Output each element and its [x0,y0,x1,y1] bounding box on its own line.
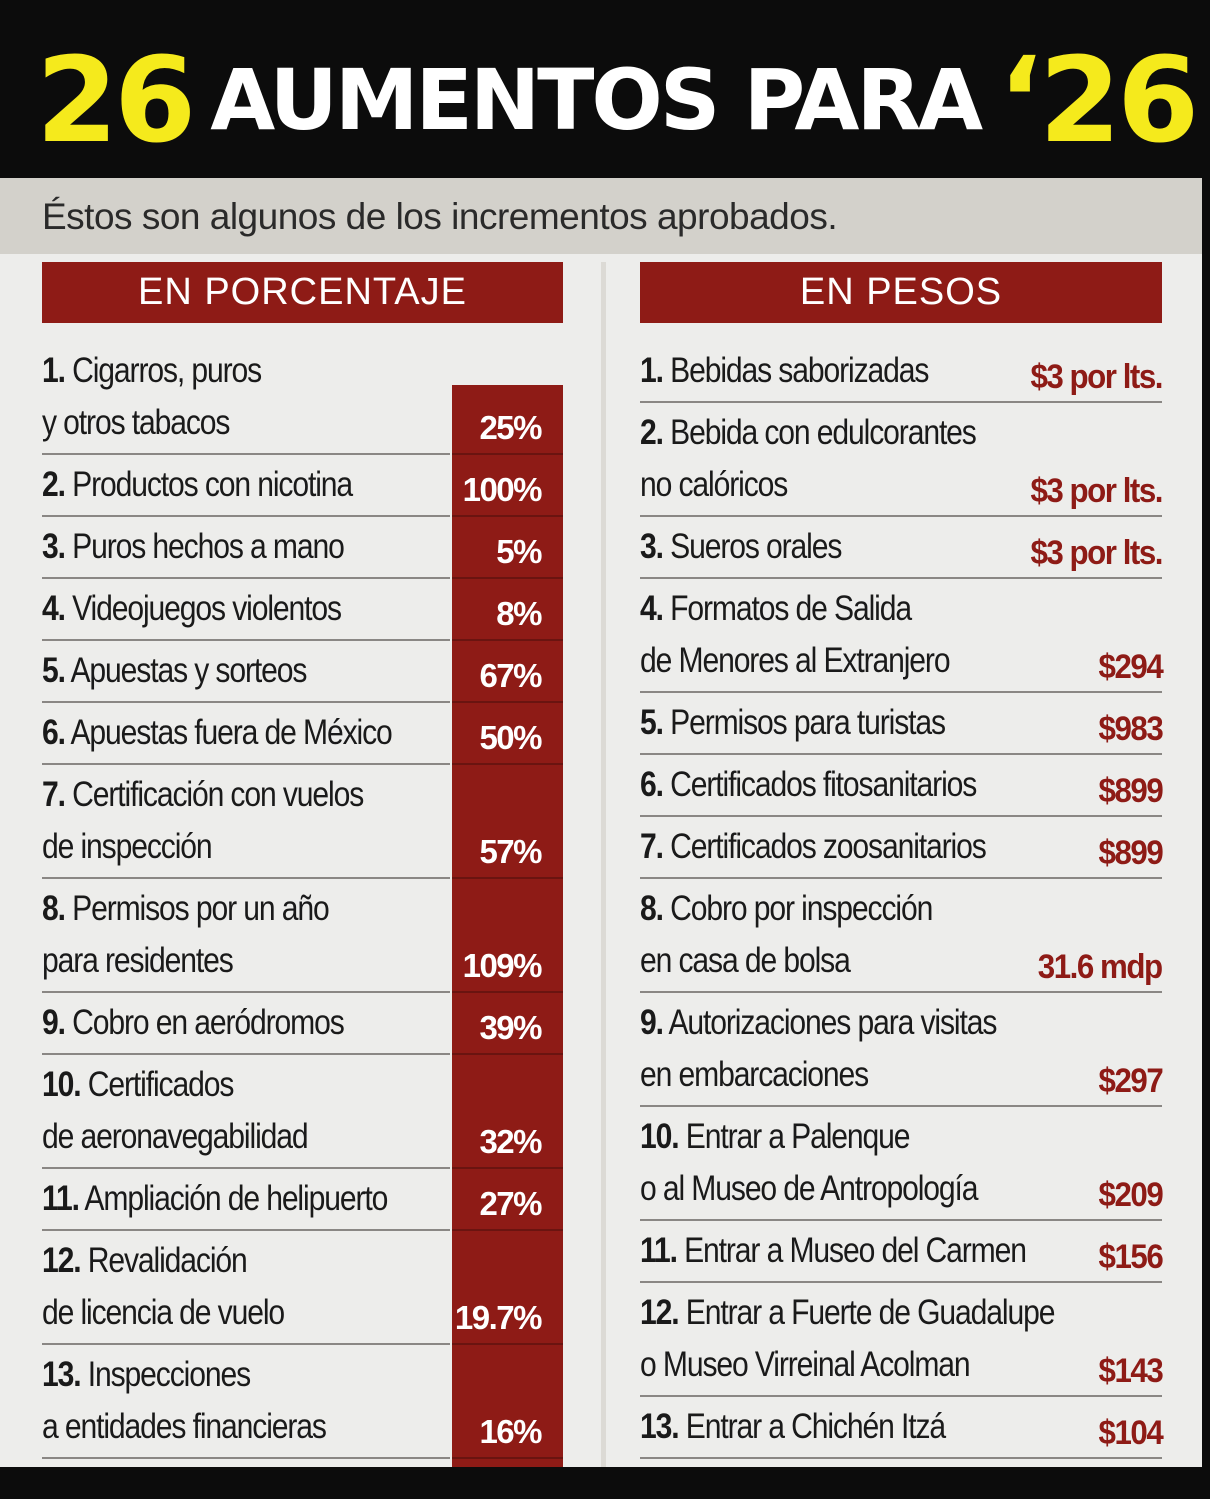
item-text-line1: Sueros orales [662,527,842,566]
item-label [42,645,306,697]
pesos-row [640,341,1162,403]
item-label [640,521,841,573]
percentage-cell [452,641,563,703]
pesos-row [640,1397,1162,1459]
item-text-line1: Certificación con vuelos [64,775,364,814]
percentage-value: 57% [479,833,541,870]
item-text-line1: Cobro en aeródromos [64,1003,344,1042]
item-label [42,345,261,449]
item-label [640,883,932,987]
pesos-row [640,1283,1162,1397]
title-text: AUMENTOS PARA [210,51,981,149]
item-text-line1: Certificados fitosanitarios [662,765,977,804]
percentage-row [42,455,450,517]
item-text-line1: Permisos para turistas [662,703,945,742]
item-label [42,997,344,1049]
percentage-cell [452,1055,563,1169]
item-number: 6. [42,713,65,752]
percentage-value: 5% [496,533,541,570]
percentage-row [42,765,450,879]
item-label [640,1401,945,1453]
item-text-line1: Cigarros, puros [64,351,262,390]
percentage-cell [452,455,563,517]
price-value: $297 [1098,1062,1162,1100]
pesos-row [640,993,1162,1107]
item-text-line1: Entrar a Palenque [678,1117,910,1156]
price-value: $294 [1098,648,1162,686]
item-number: 3. [640,527,663,566]
percentage-value: 27% [479,1185,541,1222]
item-label [42,883,329,987]
percentage-cell [452,765,563,879]
item-number: 8. [640,889,663,928]
percentage-value: 19.7% [454,1299,541,1336]
item-number: 10. [42,1065,81,1104]
percentage-row [42,1231,450,1345]
percentage-cell [452,1345,563,1459]
item-text-line1: Apuestas y sorteos [64,651,307,690]
price-value: $156 [1098,1238,1162,1276]
item-number: 9. [640,1003,663,1042]
percentage-value: 39% [479,1009,541,1046]
pesos-row [640,517,1162,579]
item-number: 13. [640,1407,679,1446]
title-number-left: 26 [36,31,193,169]
item-text-line2: en casa de bolsa [640,941,850,980]
item-text-line1: Inspecciones [80,1355,251,1394]
percentage-value: 109% [462,947,541,984]
right-column-header: EN PESOS [640,262,1162,323]
percentage-cell [452,879,563,993]
item-number: 4. [42,589,65,628]
subtitle-band [0,178,1202,254]
item-number: 5. [640,703,663,742]
item-number: 5. [42,651,65,690]
item-text-line2: de inspección [42,827,212,866]
item-text-line2: y otros tabacos [42,403,230,442]
item-label [42,521,344,573]
item-label [42,583,341,635]
pesos-row [640,403,1162,517]
item-text-line2: o al Museo de Antropología [640,1169,978,1208]
percentage-row [42,1055,450,1169]
pesos-row [640,579,1162,693]
item-text-line2: para residentes [42,941,233,980]
item-text-line1: Permisos por un año [64,889,329,928]
item-text-line2: de licencia de vuelo [42,1293,285,1332]
percentage-cell [452,1169,563,1231]
title-number-right: ‘26 [998,31,1196,169]
item-text-line2: de aeronavegabilidad [42,1117,308,1156]
item-text-line1: Autorizaciones para visitas [662,1003,997,1042]
item-text-line1: Certificados [80,1065,234,1104]
price-value: $3 por lts. [1030,472,1162,510]
item-text-line1: Certificados zoosanitarios [662,827,986,866]
item-label [42,707,392,759]
item-label [42,1349,326,1453]
item-label [640,407,976,511]
item-number: 11. [42,1179,79,1218]
bottom-border [0,1467,1210,1499]
item-number: 12. [42,1241,81,1280]
item-text-line1: Bebida con edulcorantes [662,413,976,452]
pesos-row [640,693,1162,755]
item-text-line1: Revalidación [80,1241,247,1280]
percentage-row [42,703,450,765]
item-text-line1: Entrar a Chichén Itzá [678,1407,946,1446]
item-number: 13. [42,1355,81,1394]
item-number: 10. [640,1117,679,1156]
percentage-row [42,579,450,641]
price-value: $209 [1098,1176,1162,1214]
percentage-cell [452,385,563,455]
item-text-line1: Videojuegos violentos [64,589,341,628]
item-text-line1: Ampliación de helipuerto [78,1179,388,1218]
percentage-row [42,1345,450,1459]
item-label [42,1173,387,1225]
item-number: 7. [42,775,65,814]
item-number: 4. [640,589,663,628]
item-text-line2: o Museo Virreinal Acolman [640,1345,970,1384]
percentage-row [42,341,450,455]
item-text-line1: Apuestas fuera de México [64,713,392,752]
item-label [640,1287,1054,1391]
pesos-row [640,879,1162,993]
pesos-row [640,817,1162,879]
subtitle: Éstos son algunos de los incrementos aprobados. [42,196,838,237]
percentage-value: 25% [479,409,541,446]
item-label [42,1059,308,1163]
item-number: 9. [42,1003,65,1042]
percentage-row [42,641,450,703]
pesos-row [640,1221,1162,1283]
pesos-row [640,755,1162,817]
item-text-line1: Bebidas saborizadas [662,351,929,390]
column-divider [601,262,606,1467]
item-text-line1: Entrar a Fuerte de Guadalupe [678,1293,1055,1332]
item-label [640,821,986,873]
item-label [640,1225,1026,1277]
item-label [640,697,945,749]
item-text-line1: Cobro por inspección [662,889,933,928]
percentage-cell [452,1231,563,1345]
item-label [640,583,949,687]
item-text-line1: Entrar a Museo del Carmen [676,1231,1026,1270]
percentage-value: 67% [479,657,541,694]
item-number: 8. [42,889,65,928]
item-label [640,1111,977,1215]
item-label [640,759,976,811]
item-label [42,769,363,873]
page-title [36,31,1196,169]
percentage-value: 100% [462,471,541,508]
item-number: 7. [640,827,663,866]
item-number: 11. [640,1231,677,1270]
item-number: 6. [640,765,663,804]
price-value: $143 [1098,1352,1162,1390]
item-text-line2: de Menores al Extranjero [640,641,950,680]
percentage-value: 50% [479,719,541,756]
price-value: $104 [1098,1414,1162,1452]
percentage-cell [452,579,563,641]
percentage-row [42,517,450,579]
item-label [640,345,928,397]
left-column-header: EN PORCENTAJE [42,262,563,323]
item-number: 1. [42,351,65,390]
item-number: 12. [640,1293,679,1332]
item-text-line2: no calóricos [640,465,788,504]
price-value: $3 por lts. [1030,358,1162,396]
item-label [42,459,352,511]
percentage-cell [452,993,563,1055]
item-number: 3. [42,527,65,566]
item-label [42,1235,284,1339]
content-panel [0,178,1202,1467]
percentage-row [42,1169,450,1231]
item-number: 2. [42,465,65,504]
price-value: $899 [1098,772,1162,810]
percentage-row [42,993,450,1055]
item-text-line1: Puros hechos a mano [64,527,344,566]
item-text-line1: Formatos de Salida [662,589,911,628]
item-text-line2: en embarcaciones [640,1055,869,1094]
item-text-line1: Productos con nicotina [64,465,353,504]
item-label [640,997,996,1101]
percentage-cell [452,703,563,765]
item-number: 1. [640,351,663,390]
percentage-value: 16% [479,1413,541,1450]
title-bar [0,0,1210,178]
percentage-cell [452,517,563,579]
percentage-value: 32% [479,1123,541,1160]
percentage-row [42,879,450,993]
price-value: $983 [1098,710,1162,748]
price-value: $3 por lts. [1030,534,1162,572]
percentage-value: 8% [496,595,541,632]
price-value: 31.6 mdp [1038,948,1162,986]
item-text-line2: a entidades financieras [42,1407,326,1446]
pesos-row [640,1107,1162,1221]
item-number: 2. [640,413,663,452]
price-value: $899 [1098,834,1162,872]
